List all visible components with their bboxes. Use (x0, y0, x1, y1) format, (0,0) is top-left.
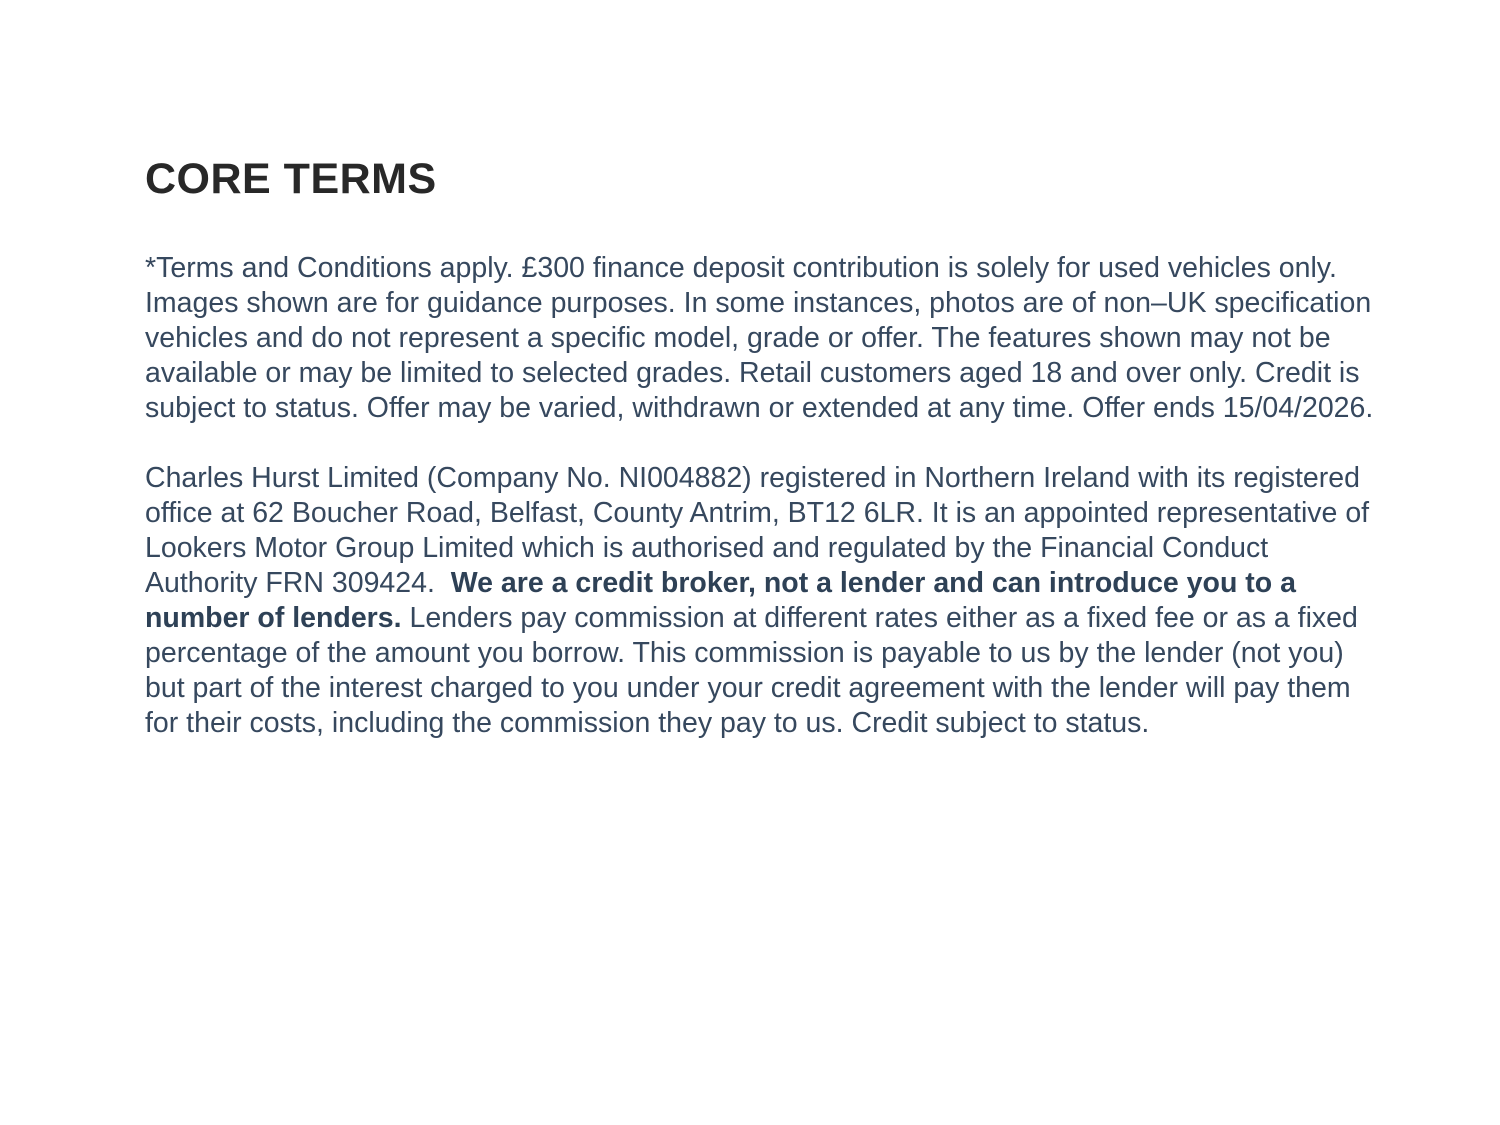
legal-text-tail: Lenders pay commission at different rates either as a fixed fee or as a fixed percentage of the amount you borrow. This commission is payable to us by the lender (not you) but part of the interest charged to you under your credit agreement with the lender will pay them for their costs, including the commission they pay to us. Credit subject to status. (145, 602, 1366, 739)
credit-broker-bold-statement: We are a credit broker, not a lender and can introduce you to a number of lenders. (145, 567, 1304, 634)
page-title: CORE TERMS (145, 155, 437, 203)
terms-conditions-paragraph: *Terms and Conditions apply. £300 finance deposit contribution is solely for used vehicles only. Images shown are for guidance purposes. In some instances, photos are of non–UK specification vehicles and do not represent a specific model, grade or offer. The features shown may not be available or may be limited to selected grades. Retail customers aged 18 and over only. Credit is subject to status. Offer may be varied, withdrawn or extended at any time. Offer ends 15/04/2026. (145, 252, 1380, 424)
legal-text-lead: Charles Hurst Limited (Company No. NI004882) registered in Northern Ireland with its registered office at 62 Boucher Road, Belfast, County Antrim, BT12 6LR. It is an appointed representative of Lookers Motor Group Limited which is authorised and regulated by the Financial Conduct Authority FRN 309424. (145, 462, 1378, 599)
company-legal-paragraph (145, 461, 1378, 741)
